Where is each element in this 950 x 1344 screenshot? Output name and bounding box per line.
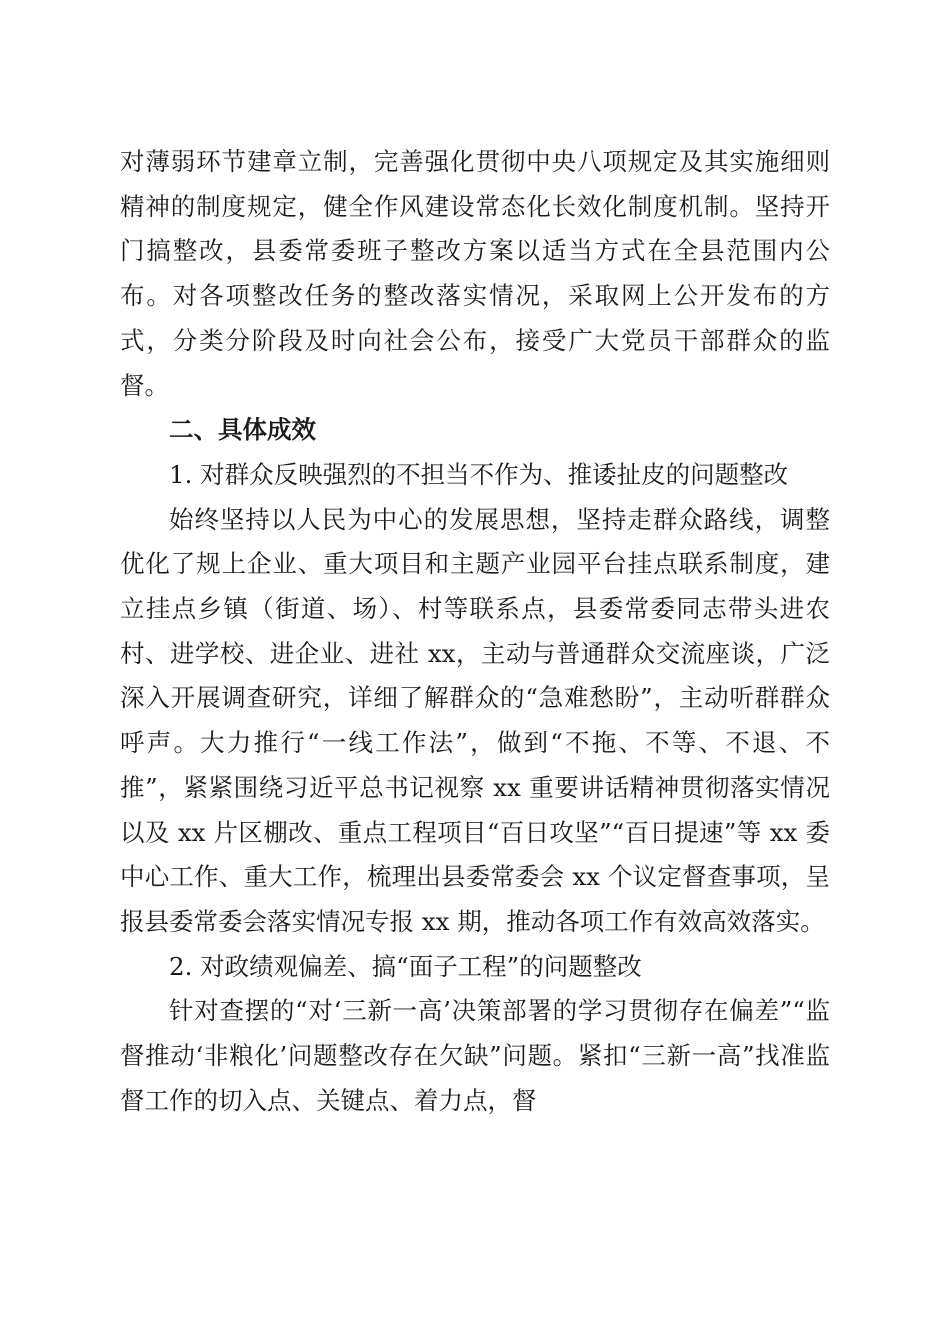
item-2-title: 2. 对政绩观偏差、搞“面子工程”的问题整改 [169, 951, 642, 981]
section-heading-results: 二、具体成效 [169, 415, 316, 445]
document-page [120, 140, 830, 1123]
item-1-body: 始终坚持以人民为中心的发展思想，坚持走群众路线，调整优化了规上企业、重大项目和主题产业园平台挂点联系制度，建立挂点乡镇（街道、场）、村等联系点，县委常委同志带头进农村、进学校、进企业、进社 xx，主动与普通群众交流座谈，广泛深入开展调查研究，详细了解群众的“急难愁盼”，主动听群群众呼声。大力推行“一线工作法”，做到“不拖、不等、不退、不推”，紧紧围绕习近平总书记视察 xx 重要讲话精神贯彻落实情况以及 xx 片区棚改、重点工程项目“百日攻坚”“百日提速”等 xx 委中心工作、重大工作，梳理出县委常委会 xx 个议定督查事项，呈报县委常委会落实情况专报 xx 期，推动各项工作有效高效落实。 [120, 504, 830, 936]
paragraph-rectification-mechanism: 对薄弱环节建章立制，完善强化贯彻中央八项规定及其实施细则精神的制度规定，健全作风建设常态化长效化制度机制。坚持开门搞整改，县委常委班子整改方案以适当方式在全县范围内公布。对各项整改任务的整改落实情况，采取网上公开发布的方式，分类分阶段及时向社会公布，接受广大党员干部群众的监督。 [120, 147, 830, 400]
item-1-title: 1. 对群众反映强烈的不担当不作为、推诿扯皮的问题整改 [169, 459, 789, 489]
item-2-body: 针对查摆的“对‘三新一高’决策部署的学习贯彻存在偏差”“监督推动‘非粮化’问题整改存在欠缺”问题。紧扣“三新一高”找准监督工作的切入点、关键点、着力点，督 [120, 996, 830, 1115]
